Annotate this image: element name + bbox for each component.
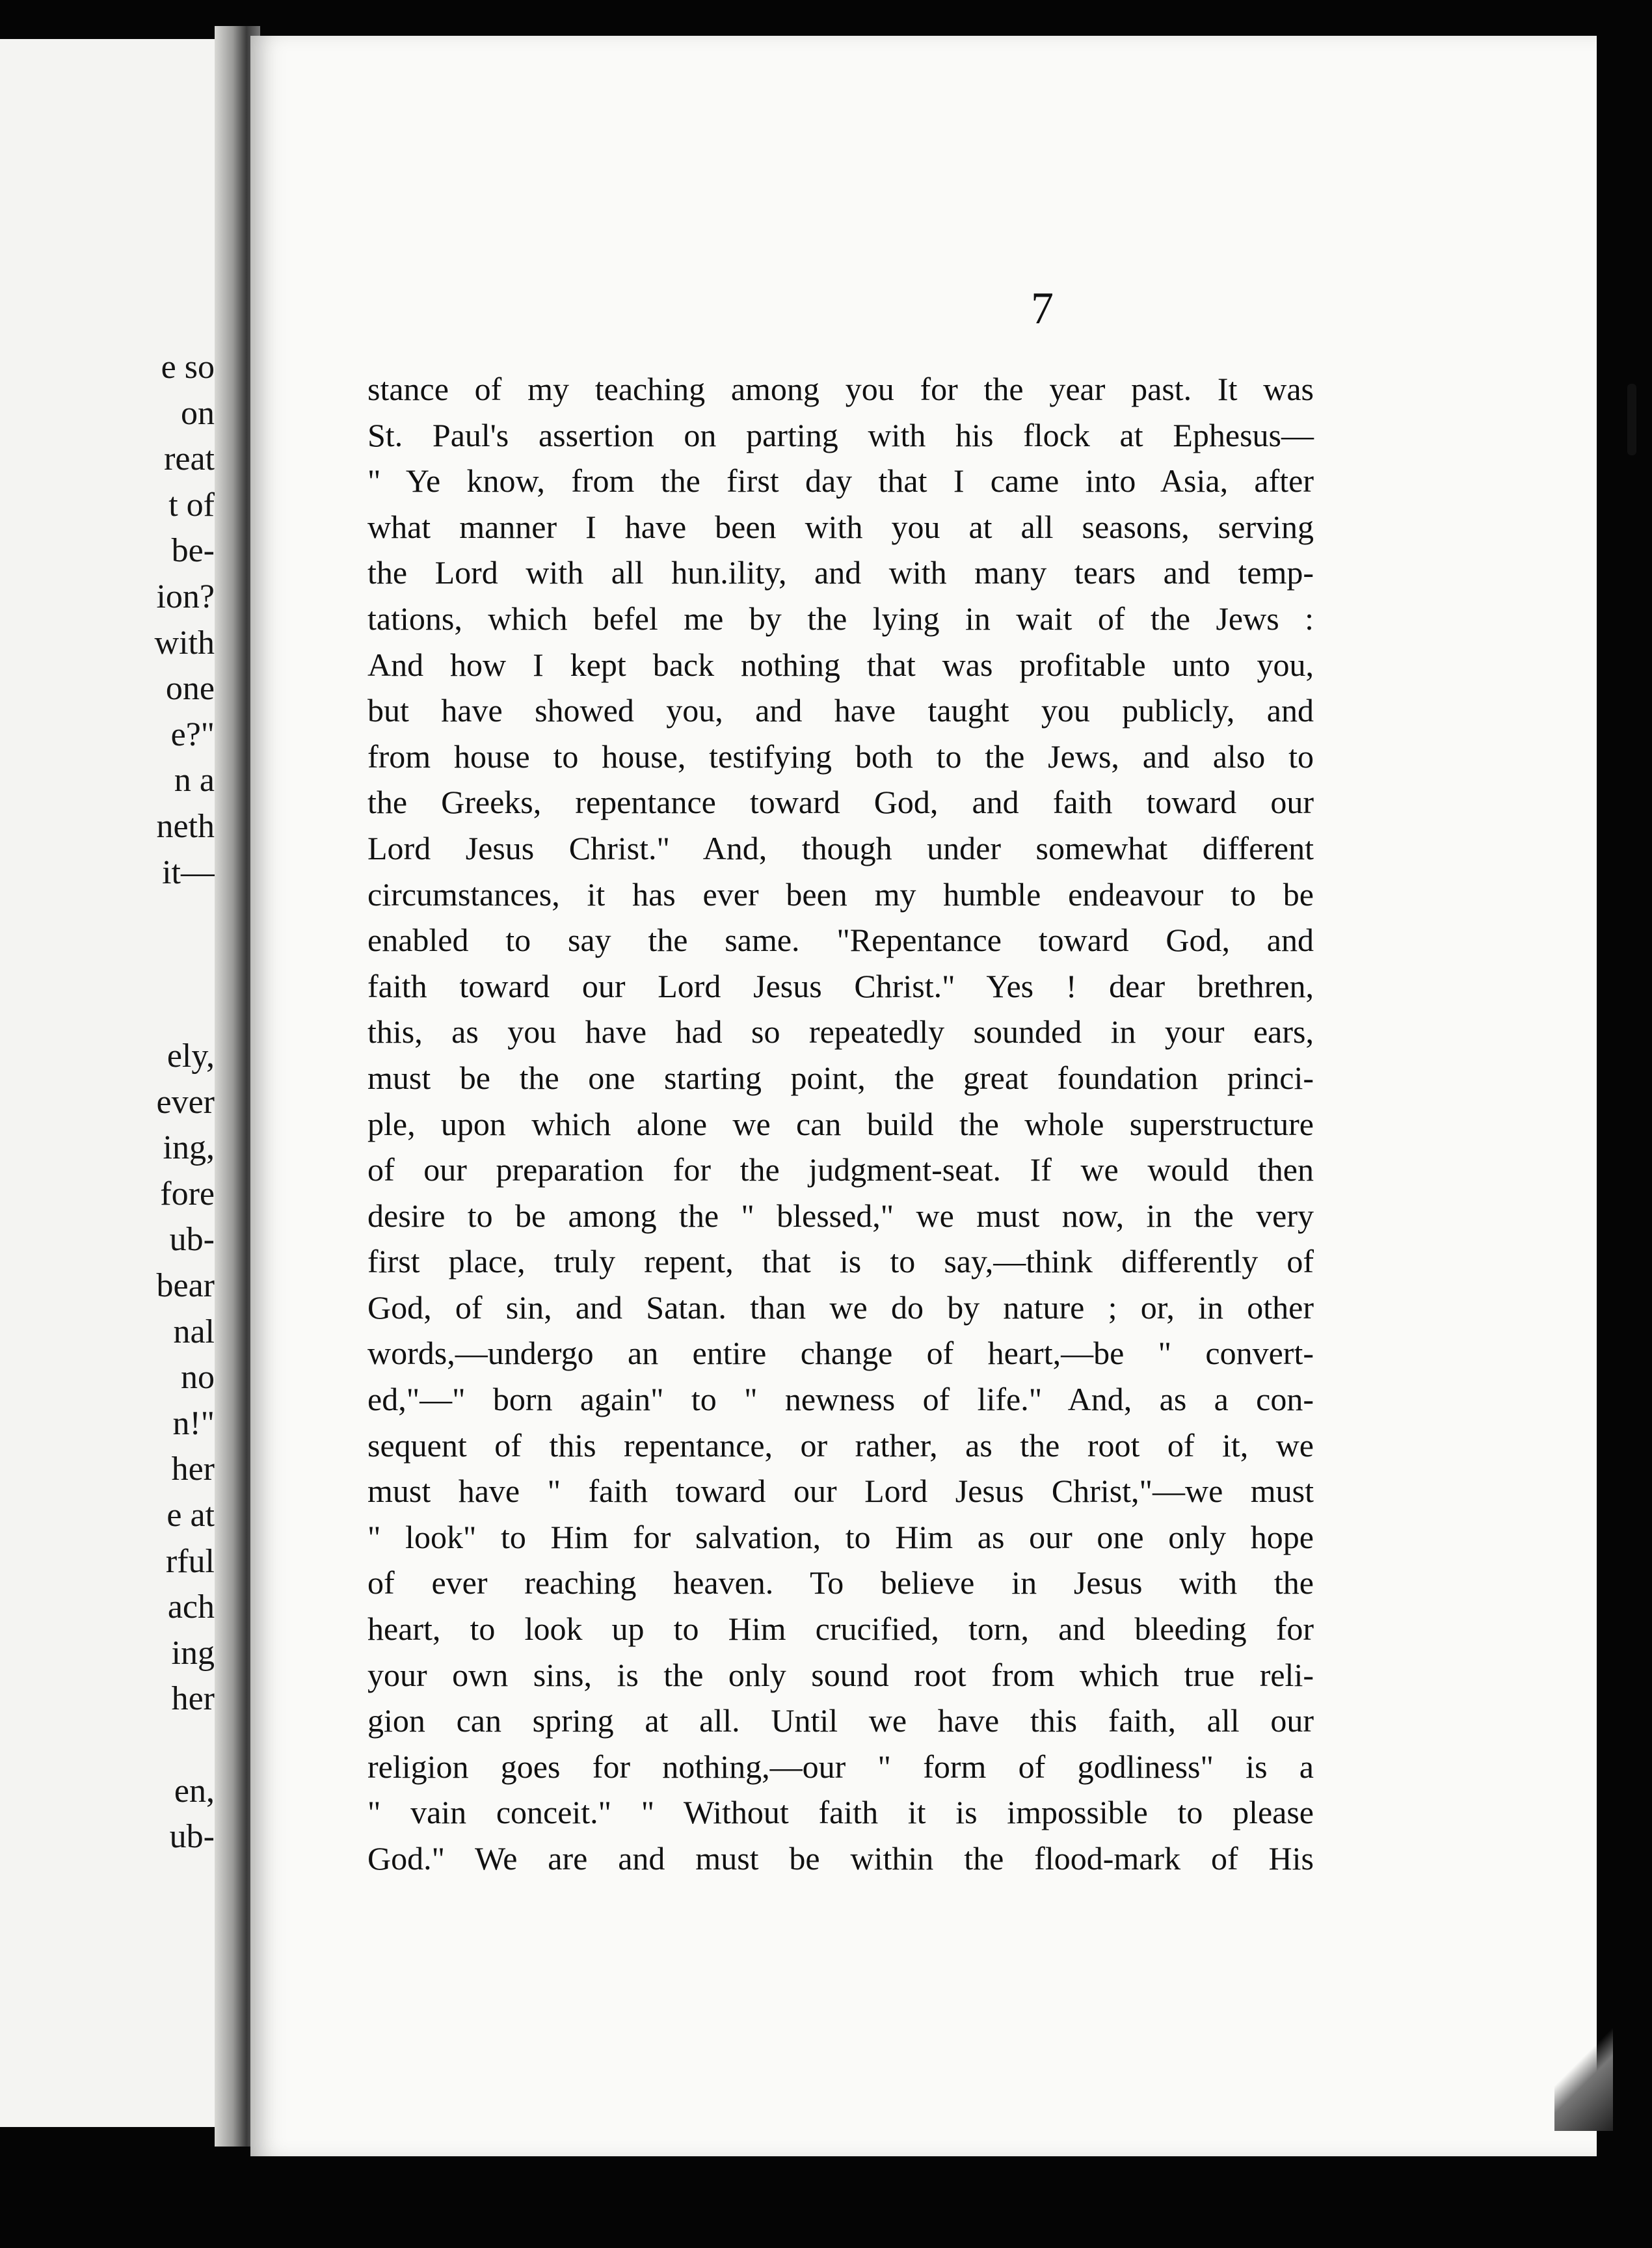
left-page-text-fragment: e so	[161, 349, 215, 386]
left-page-text-fragment: ely,	[167, 1037, 215, 1075]
text-line: religion goes for nothing,—our " form of godliness" is a	[367, 1748, 1314, 1785]
left-page-text-fragment: rful	[165, 1542, 215, 1580]
margin-mark	[1627, 384, 1636, 455]
left-page-text-fragment: e?"	[170, 716, 215, 753]
page-number: 7	[1031, 284, 1054, 334]
text-line: must be the one starting point, the great foundation princi-	[367, 1059, 1314, 1096]
text-line: but have showed you, and have taught you publicly, and	[367, 692, 1314, 729]
text-line: must have " faith toward our Lord Jesus Christ,"—we must	[367, 1473, 1314, 1510]
text-line: " look" to Him for salvation, to Him as our one only hope	[367, 1518, 1314, 1555]
left-page-text-fragment: ach	[167, 1588, 215, 1626]
text-line: heart, to look up to Him crucified, torn, and bleeding for	[367, 1611, 1314, 1648]
left-page-text-fragment: her	[171, 1451, 215, 1488]
text-line: ed,"—" born again" to " newness of life." And, as a con-	[367, 1381, 1314, 1418]
left-page-text-fragment: ub-	[169, 1818, 215, 1856]
left-page-text-fragment: with	[154, 624, 215, 662]
left-page-text-fragment: one	[165, 670, 215, 708]
left-page-text-fragment: her	[171, 1680, 215, 1718]
left-page-text-fragment: e at	[167, 1497, 215, 1534]
text-line: circumstances, it has ever been my humble endeavour to be	[367, 876, 1314, 913]
left-page-text-fragment: ing	[171, 1634, 215, 1672]
left-page-text-fragment: be-	[171, 532, 215, 570]
left-page-text-fragment: n a	[174, 762, 215, 799]
text-line: ple, upon which alone we can build the whole superstructure	[367, 1105, 1314, 1142]
left-page-text-fragment: en,	[174, 1772, 215, 1810]
text-line: what manner I have been with you at all seasons, serving	[367, 508, 1314, 545]
left-page-text-fragment: n!"	[172, 1404, 215, 1442]
text-line: the Greeks, repentance toward God, and faith toward our	[367, 784, 1314, 821]
text-line: first place, truly repent, that is to say,—think differently of	[367, 1243, 1314, 1280]
text-line: " vain conceit." " Without faith it is impossible to please	[367, 1794, 1314, 1831]
text-line: the Lord with all hun.ility, and with many tears and temp-	[367, 554, 1314, 591]
text-line: God, of sin, and Satan. than we do by nature ; or, in other	[367, 1289, 1314, 1326]
text-line: enabled to say the same. "Repentance toward God, and	[367, 922, 1314, 959]
text-line: words,—undergo an entire change of heart,—be " convert-	[367, 1335, 1314, 1372]
left-page-text-fragment: fore	[160, 1175, 215, 1212]
left-page-text-fragment: ion?	[156, 578, 215, 615]
left-page-text-fragment: neth	[156, 808, 215, 845]
text-line: St. Paul's assertion on parting with his flock at Ephesus—	[367, 416, 1314, 453]
left-page-text-fragment: reat	[164, 440, 215, 478]
left-page-text-fragment: no	[181, 1359, 215, 1397]
text-line: God." We are and must be within the flood-mark of His	[367, 1840, 1314, 1877]
text-line: " Ye know, from the first day that I came into Asia, after	[367, 462, 1314, 500]
text-line: from house to house, testifying both to the Jews, and also to	[367, 738, 1314, 775]
left-page-text-fragment: it—	[162, 853, 215, 891]
left-page-text-fragment: ever	[156, 1083, 215, 1121]
text-line: desire to be among the " blessed," we must now, in the very	[367, 1197, 1314, 1234]
text-line: your own sins, is the only sound root from which true reli-	[367, 1656, 1314, 1693]
text-line: gion can spring at all. Until we have this faith, all our	[367, 1702, 1314, 1739]
left-page-text-fragment: ing,	[163, 1129, 215, 1167]
text-line: faith toward our Lord Jesus Christ." Yes ! dear brethren,	[367, 967, 1314, 1004]
left-page-text-fragment: on	[181, 394, 215, 432]
page-corner-curl	[1554, 2001, 1613, 2131]
text-line: Lord Jesus Christ." And, though under somewhat different	[367, 829, 1314, 866]
previous-page-fragment	[0, 39, 241, 2127]
current-page	[250, 36, 1597, 2156]
left-page-text-fragment: ub-	[169, 1221, 215, 1259]
text-line: stance of my teaching among you for the year past. It was	[367, 371, 1314, 407]
text-line: of our preparation for the judgment-seat. If we would then	[367, 1151, 1314, 1188]
left-page-text-fragment: t of	[168, 486, 215, 524]
body-text	[367, 366, 1314, 1882]
left-page-text-fragment: bear	[156, 1267, 215, 1304]
left-page-text-fragment: nal	[173, 1313, 215, 1350]
text-line: of ever reaching heaven. To believe in Jesus with the	[367, 1564, 1314, 1601]
text-line: sequent of this repentance, or rather, as the root of it, we	[367, 1426, 1314, 1464]
text-line: this, as you have had so repeatedly sounded in your ears,	[367, 1013, 1314, 1050]
text-line: And how I kept back nothing that was profitable unto you,	[367, 646, 1314, 683]
text-line: tations, which befel me by the lying in wait of the Jews :	[367, 600, 1314, 637]
